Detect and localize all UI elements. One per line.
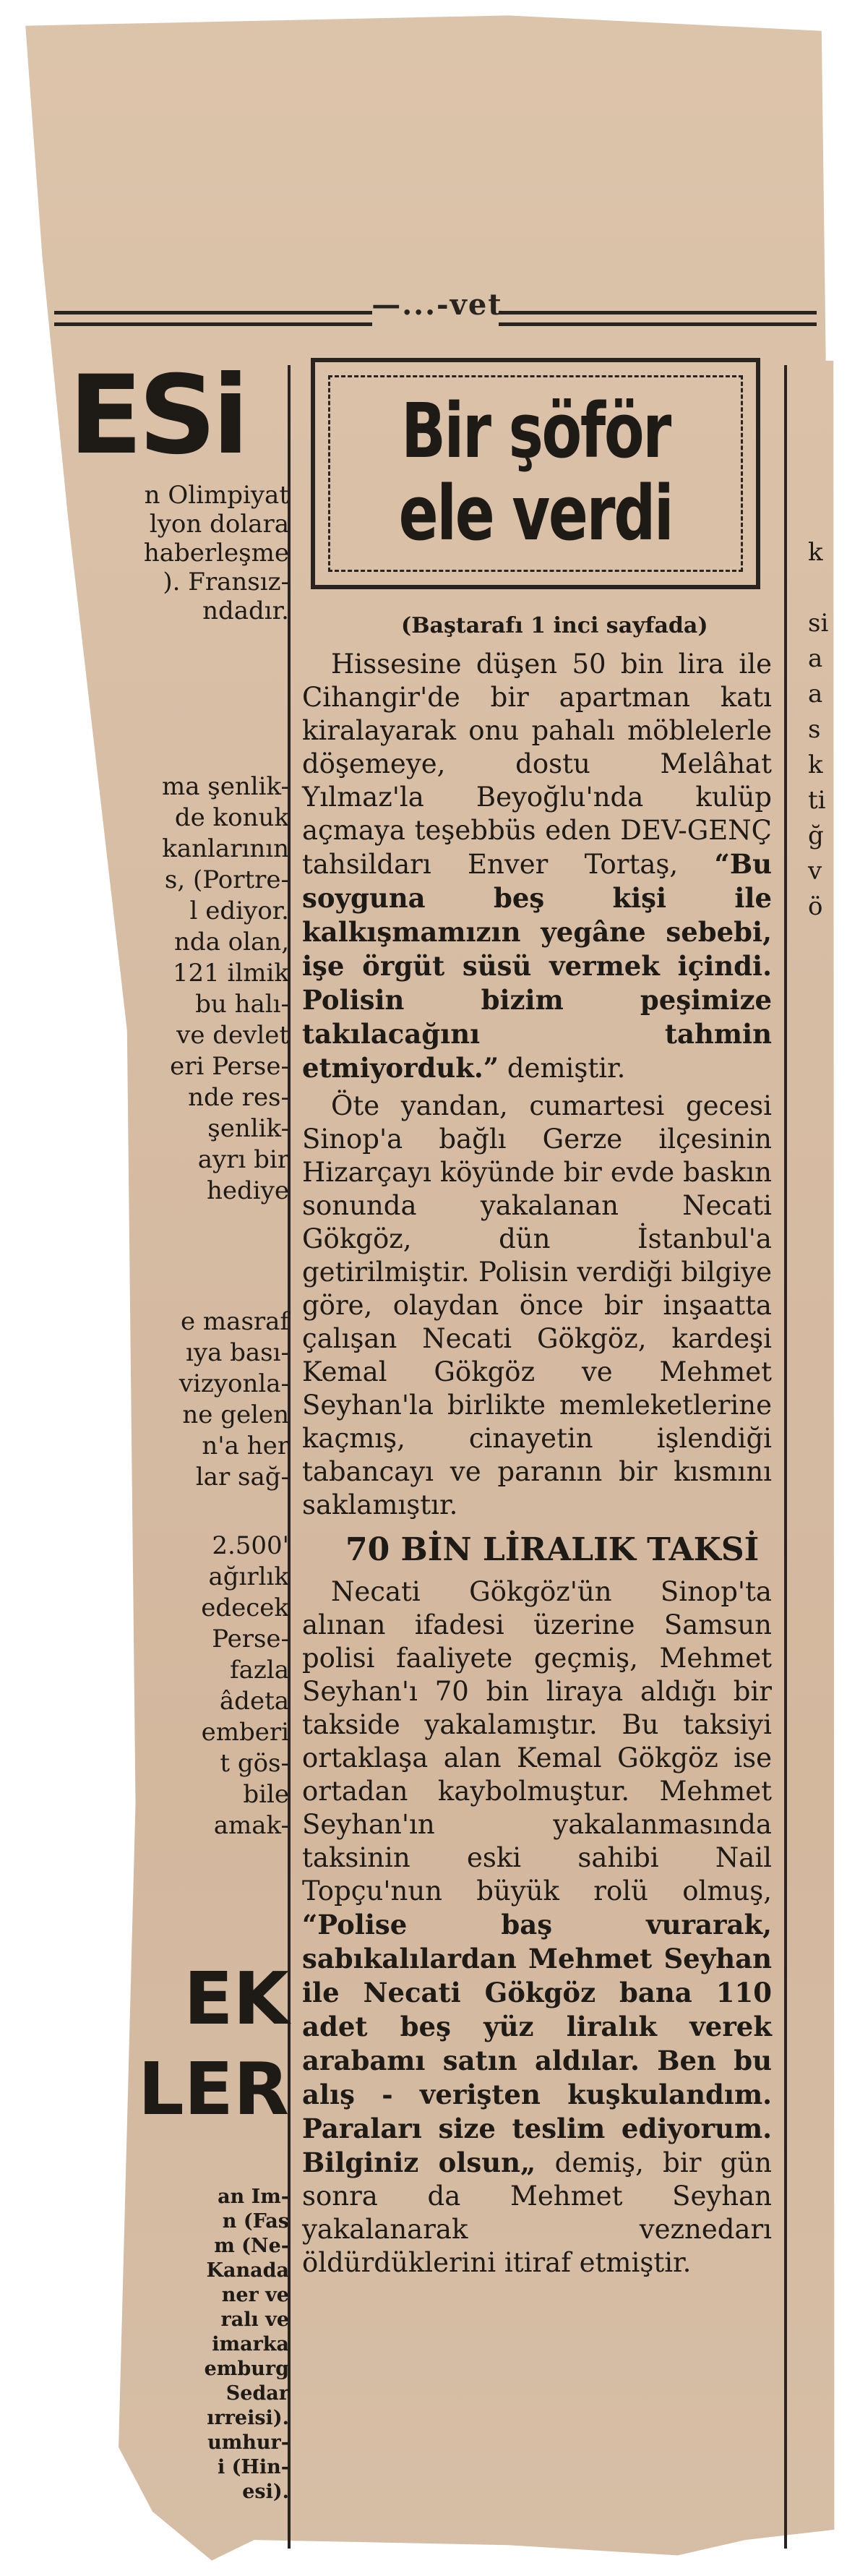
left-line: ndadır.	[202, 596, 289, 625]
left-line: Kanada	[206, 2259, 289, 2282]
left-line: e masraf	[181, 1307, 289, 1336]
right-frag-line: k	[808, 538, 823, 567]
left-line: emburg	[204, 2358, 289, 2380]
left-line: 121 ilmik	[172, 959, 289, 988]
left-line: ırreisi).	[207, 2407, 289, 2429]
left-line: ralı ve	[220, 2308, 289, 2331]
left-line: ma şenlik-	[161, 772, 289, 801]
headline-box	[311, 358, 760, 589]
quote-2: “Polise baş vurarak, sabıkalılardan Mehmet Seyhan ile Necati Gökgöz bana 110 adet beş yüz liralık verek arabamı satın aldılar. Ben bu alış - verişten kuşkulandım. Paraları size teslim ediyorum. Bilginiz olsun„	[302, 1909, 772, 2178]
continuation-note: (Baştarafı 1 inci sayfada)	[401, 613, 708, 638]
column-divider-right	[784, 365, 787, 2549]
left-line: haberleşme	[143, 539, 289, 568]
left-line: ne gelen	[182, 1400, 289, 1429]
headline	[364, 387, 708, 557]
left-line: bu halı-	[195, 990, 289, 1019]
left-line: 2.500'	[212, 1531, 289, 1560]
quote-1: “Bu soyguna beş kişi ile kalkışmamızın yegâne sebebi, işe örgüt süsü vermek içindi. Polisin bizim peşimize takılacağını tahmin etmiyorduk.”	[302, 848, 772, 1084]
left-line: s, (Portre-	[164, 865, 289, 894]
right-frag-line: ti	[808, 786, 826, 815]
right-frag-line: v	[808, 857, 822, 886]
left-line: nde res-	[188, 1083, 289, 1112]
headline-line-1: Bir şöför	[401, 387, 670, 475]
right-frag-line	[808, 570, 837, 606]
article-body	[302, 648, 772, 2284]
paragraph-1-text: Hissesine düşen 50 bin lira ile Cihangir'de bir apartman katı kiralayarak onu pahalı möblelerle döşemeye, dostu Melâhat Yılmaz'la Beyoğlu'nda kulüp açmaya teşebbüs eden DEV-GENÇ tahsildarı Enver Tortaş,	[302, 649, 772, 880]
left-line: lyon dolara	[149, 510, 289, 539]
left-bold-fragment: LER	[137, 2047, 289, 2131]
left-line: t gös-	[220, 1749, 289, 1778]
left-line: lar sağ-	[195, 1463, 289, 1492]
left-line: esi).	[242, 2481, 289, 2503]
left-line: umhur-	[207, 2431, 289, 2454]
left-line: n Olimpiyat	[144, 481, 289, 510]
left-line: m (Ne-	[214, 2235, 289, 2257]
left-line: ). Fransız-	[163, 568, 289, 596]
top-rule-left	[54, 311, 372, 314]
left-line: edecek	[201, 1593, 289, 1622]
paragraph-3-text: Necati Gökgöz'ün Sinop'ta alınan ifadesi üzerine Samsun polisi faaliyete geçmiş, Mehmet Seyhan'ı 70 bin liraya aldığı bir takside yakalamıştır. Bu taksiyi ortaklaşa alan Kemal Gökgöz ise ortadan kaybolmuştur. Mehmet Seyhan'ın yakalanmasında taksinin eski sahibi Nail Topçu'nun büyük rolü olmuş,	[302, 1576, 772, 1907]
left-line: de konuk	[174, 803, 289, 832]
right-frag-line: ğ	[808, 821, 824, 850]
paragraph-1-end: demiştir.	[507, 1053, 626, 1084]
left-bold-fragment: EK	[184, 1956, 289, 2041]
left-line: ner ve	[221, 2284, 289, 2306]
left-line: ıya bası-	[185, 1338, 289, 1367]
right-frag-line: s	[808, 715, 821, 744]
right-frag-line: si	[808, 609, 829, 638]
left-line: n (Fas	[222, 2210, 289, 2233]
paragraph-3	[302, 1575, 772, 2280]
right-frag-line: ö	[808, 892, 823, 921]
left-line: bile	[243, 1780, 289, 1809]
left-line: ağırlık	[208, 1562, 289, 1591]
left-line: fazla	[230, 1656, 289, 1685]
right-frag-line: a	[808, 680, 823, 709]
top-rule-right	[499, 311, 817, 314]
left-line: şenlik-	[207, 1114, 289, 1143]
top-rule-left-2	[54, 322, 372, 326]
left-line: an Im-	[218, 2186, 289, 2208]
left-line: eri Perse-	[170, 1052, 289, 1081]
left-line: Sedar	[225, 2382, 289, 2405]
masthead-fragment: —...‑vet	[371, 288, 503, 322]
paragraph-3-end: demiş, bir gün sonra da Mehmet Seyhan yakalanarak veznedarı öldürdüklerini itiraf etmiştir.	[302, 2147, 773, 2278]
left-line: Perse-	[212, 1625, 289, 1653]
paragraph-1	[302, 648, 772, 1085]
right-frag-line: k	[808, 750, 823, 779]
left-line: n'a her	[202, 1432, 289, 1460]
subheading: 70 BİN LİRALIK TAKSİ	[345, 1531, 760, 1568]
left-line: amak-	[213, 1811, 289, 1840]
left-line: kanlarının	[162, 834, 289, 863]
left-line: nda olan,	[173, 928, 289, 957]
paragraph-2: Öte yandan, cumartesi gecesi Sinop'a bağlı Gerze ilçesinin Hizarçayı köyünde bir evde baskın sonunda yakalanan Necati Gökgöz, dün İstanbul'a getirilmiştir. Polisin verdiği bilgiye göre, olaydan önce bir inşaatta çalışan Necati Gökgöz, kardeşi Kemal Gökgöz ve Mehmet Seyhan'la birlikte memleketlerine kaçmış, cinayetin işlendiği tabancayı ve paranın bir kısmını saklamıştır.	[302, 1090, 772, 1520]
headline-line-2: ele verdi	[398, 469, 673, 557]
left-line: emberi	[201, 1718, 289, 1747]
left-line: hediye	[207, 1176, 289, 1205]
left-column-heading: ESi	[69, 353, 245, 479]
left-line: âdeta	[219, 1687, 289, 1716]
right-frag-line: a	[808, 644, 823, 673]
left-line: imarka	[212, 2333, 289, 2355]
left-line: ayrı bir	[197, 1145, 289, 1174]
left-line: i (Hin-	[217, 2456, 289, 2478]
right-column-fragment	[808, 535, 837, 925]
left-line: vizyonla-	[179, 1369, 289, 1398]
top-rule-right-2	[499, 322, 817, 326]
left-line: l ediyor.	[189, 897, 289, 925]
left-line: ve devlet	[176, 1021, 289, 1050]
